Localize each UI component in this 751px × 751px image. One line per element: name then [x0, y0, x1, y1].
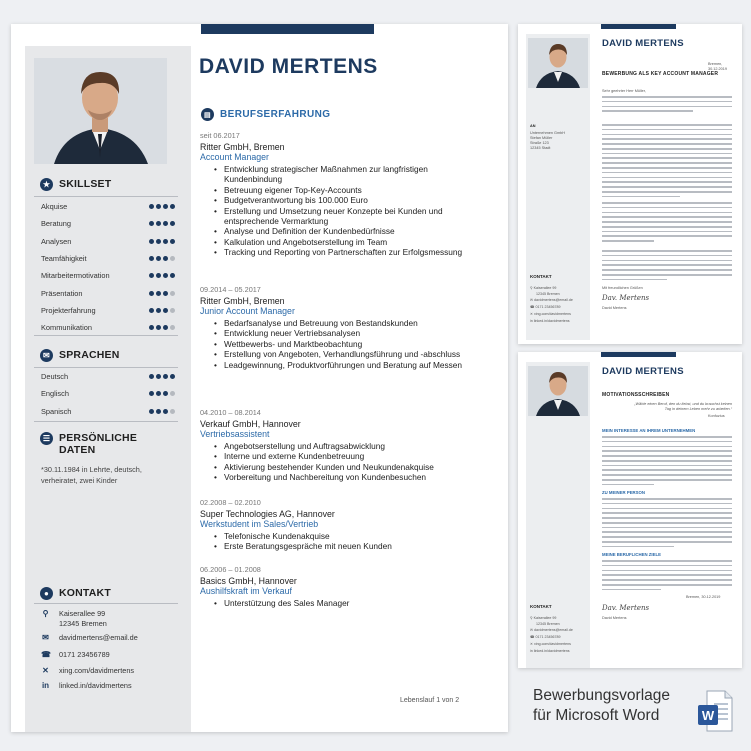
rating-dot — [149, 204, 154, 209]
letter-contact-address: ⚲ Kaiserallee 99 — [530, 286, 557, 290]
letter-contact-city: 12345 Bremen — [536, 292, 560, 296]
contact-linkedin[interactable]: in linked.in/davidmertens — [41, 681, 132, 690]
job-role: Aushilfskraft im Verkauf — [200, 586, 292, 596]
rating-dot — [170, 239, 175, 244]
job-role: Vertriebsassistent — [200, 429, 270, 439]
contact-phone: ☎ 0171 23456789 — [41, 650, 110, 659]
divider — [34, 421, 178, 422]
language-label: Englisch — [41, 389, 69, 399]
rating-dot — [149, 325, 154, 330]
rating-dot — [163, 221, 168, 226]
job-duty: • Budgetverantwortung bis 100.000 Euro — [214, 195, 480, 205]
job-duties — [214, 598, 480, 608]
skill-label: Präsentation — [41, 288, 83, 298]
job-duty: • Erstellung und Umsetzung neuer Konzepte bei Kunden und entsprechende Vermarktung — [214, 206, 480, 227]
top-accent-bar — [601, 24, 676, 29]
job-company: Ritter GmbH, Bremen — [200, 142, 285, 152]
job-duty: • Entwicklung strategischer Maßnahmen zur langfristigen Kundenbindung — [214, 164, 480, 185]
job-duties — [214, 441, 480, 483]
motivation-date: Bremen, 30.12.2019 — [686, 595, 721, 599]
rating-dot — [149, 391, 154, 396]
job-company: Ritter GmbH, Bremen — [200, 296, 285, 306]
cv-page — [11, 24, 508, 732]
job-entry — [200, 285, 480, 370]
skill-row — [41, 289, 175, 298]
letter-closing: Mit freundlichen Grüßen — [602, 286, 643, 290]
rating-dot — [163, 239, 168, 244]
rating-dot — [149, 221, 154, 226]
motivation-body — [602, 436, 732, 489]
skill-row — [41, 306, 175, 315]
language-level-rating — [149, 409, 175, 414]
skill-row — [41, 254, 175, 263]
rating-dot — [170, 374, 175, 379]
job-duty: • Betreuung eigener Top-Key-Accounts — [214, 185, 480, 195]
letter-subject: BEWERBUNG ALS KEY ACCOUNT MANAGER — [602, 71, 719, 77]
recipient-label: AN — [530, 124, 536, 128]
motivation-contact-address: ⚲ Kaiserallee 99 — [530, 616, 557, 620]
rating-dot — [163, 308, 168, 313]
language-row — [41, 389, 175, 398]
rating-dot — [163, 374, 168, 379]
motivation-heading-3: MEINE BERUFLICHEN ZIELE — [602, 552, 661, 557]
motivation-title: MOTIVATIONSSCHREIBEN — [602, 392, 670, 398]
rating-dot — [156, 221, 161, 226]
letter-date: Bremen, 30.12.2019 — [708, 62, 728, 71]
recipient-address: Unternehmen GmbH Stefan Müller Straße 123 12345 Stadt — [530, 131, 566, 150]
language-row — [41, 407, 175, 416]
contact-xing[interactable]: ✕ xing.com/davidmertens — [42, 666, 135, 675]
rating-dot — [170, 308, 175, 313]
language-label: Spanisch — [41, 406, 72, 416]
job-duty: • Analyse und Definition der Kundenbedürfnisse — [214, 226, 480, 236]
rating-dot — [156, 391, 161, 396]
job-duty: • Aktivierung bestehender Kunden und Neukundenakquise — [214, 462, 480, 472]
top-accent-bar — [601, 352, 676, 357]
job-date: 04.2010 – 08.2014 — [200, 408, 261, 417]
skill-label: Akquise — [41, 202, 68, 211]
job-entry — [200, 498, 480, 552]
language-row — [41, 372, 175, 381]
briefcase-icon: ▤ — [201, 108, 214, 121]
motivation-contact-email: ✉ davidmertens@email.de — [530, 628, 573, 632]
rating-dot — [156, 308, 161, 313]
rating-dot — [156, 374, 161, 379]
skill-row — [41, 271, 175, 280]
job-duty: • Interne und externe Kundenbetreuung — [214, 451, 480, 461]
job-date: 09.2014 – 05.2017 — [200, 285, 261, 294]
motivation-body — [602, 560, 732, 593]
personal-data-text: *30.11.1984 in Lehrte, deutsch, verheiratet, zwei Kinder — [41, 465, 142, 485]
personal-data-heading: ☰ PERSÖNLICHE DATEN — [40, 432, 137, 456]
motivation-contact-city: 12345 Bremen — [536, 622, 560, 626]
skill-level-rating — [149, 325, 175, 330]
job-date: 06.2006 – 01.2008 — [200, 565, 261, 574]
rating-dot — [170, 325, 175, 330]
motivation-contact-phone: ☎ 0171 23456789 — [530, 635, 561, 639]
skill-label: Mitarbeitermotivation — [41, 271, 110, 281]
contact-heading: ● KONTAKT — [40, 587, 111, 600]
experience-heading: ▤ BERUFSERFAHRUNG — [201, 108, 330, 121]
job-company: Basics GmbH, Hannover — [200, 576, 297, 586]
job-duty: • Telefonische Kundenakquise — [214, 531, 480, 541]
job-duty: • Wettbewerbs- und Marktbeobachtung — [214, 339, 480, 349]
job-duty: • Erste Beratungsgespräche mit neuen Kunden — [214, 541, 480, 551]
job-duty: • Leadgewinnung, Produktvorführungen und Beratung auf Messen — [214, 360, 480, 370]
signature-name: David Mertens — [602, 306, 627, 310]
job-role: Junior Account Manager — [200, 306, 295, 316]
letter-contact-email: ✉ davidmertens@email.de — [530, 298, 573, 302]
skill-row — [41, 323, 175, 332]
xing-icon: ✕ — [42, 666, 49, 675]
page-number: Lebenslauf 1 von 2 — [400, 697, 460, 704]
svg-text:W: W — [701, 708, 715, 723]
language-level-rating — [149, 374, 175, 379]
skill-row — [41, 237, 175, 246]
job-entry — [200, 565, 480, 608]
job-date: seit 06.2017 — [200, 131, 240, 140]
rating-dot — [156, 409, 161, 414]
linkedin-icon: in — [41, 681, 50, 690]
languages-heading: ✉ SPRACHEN — [40, 349, 120, 362]
letter-body — [602, 202, 732, 245]
skill-row — [41, 202, 175, 211]
skill-row — [41, 219, 175, 228]
motivation-contact-heading: KONTAKT — [530, 604, 552, 609]
job-duty: • Erstellung von Angeboten, Verhandlungsführung und -abschluss — [214, 349, 480, 359]
skillset-heading: ★ SKILLSET — [40, 178, 111, 191]
skill-label: Projekterfahrung — [41, 305, 96, 315]
motivation-body — [602, 498, 732, 551]
language-level-rating — [149, 391, 175, 396]
motivation-name: DAVID MERTENS — [602, 366, 684, 377]
quote-author: Konfuzius — [708, 414, 725, 418]
job-duties — [214, 164, 480, 258]
motivation-quote: „Wähle einen Beruf, den du liebst, und du brauchst keinen Tag in deinem Leben mehr zu arbeiten.“ — [634, 402, 732, 411]
letter-body — [602, 250, 732, 283]
person-icon: ● — [40, 587, 53, 600]
rating-dot — [156, 291, 161, 296]
job-entry — [200, 131, 480, 258]
rating-dot — [170, 409, 175, 414]
motivation-heading-2: ZU MEINER PERSON — [602, 490, 645, 495]
rating-dot — [149, 409, 154, 414]
rating-dot — [149, 256, 154, 261]
contact-email[interactable]: ✉ davidmertens@email.de — [42, 633, 138, 642]
rating-dot — [170, 221, 175, 226]
skill-label: Kommunikation — [41, 323, 92, 333]
cover-letter-page — [518, 24, 742, 344]
list-icon: ☰ — [40, 432, 53, 445]
divider — [34, 603, 178, 604]
job-entry — [200, 408, 480, 483]
rating-dot — [156, 256, 161, 261]
signature-name: David Mertens — [602, 616, 627, 620]
divider — [34, 367, 178, 368]
motivation-contact-xing: ✕ xing.com/davidmertens — [530, 642, 571, 646]
rating-dot — [156, 239, 161, 244]
letter-contact-phone: ☎ 0171 23456789 — [530, 305, 561, 309]
skill-level-rating — [149, 204, 175, 209]
rating-dot — [163, 325, 168, 330]
job-duty: • Kalkulation und Angebotserstellung im Team — [214, 237, 480, 247]
rating-dot — [156, 325, 161, 330]
word-document-icon — [697, 689, 733, 733]
skill-label: Beratung — [41, 219, 71, 229]
rating-dot — [163, 204, 168, 209]
envelope-icon: ✉ — [42, 633, 49, 642]
job-company: Super Technologies AG, Hannover — [200, 509, 335, 519]
rating-dot — [163, 409, 168, 414]
job-company: Verkauf GmbH, Hannover — [200, 419, 301, 429]
letter-contact-xing: ✕ xing.com/davidmertens — [530, 312, 571, 316]
skill-level-rating — [149, 273, 175, 278]
signature: Dav. Mertens — [602, 604, 650, 612]
job-duty: • Tracking und Reporting von Partnerschaften zur Erfolgsmessung — [214, 247, 480, 257]
motivation-contact-linkedin: in linked.in/davidmertens — [530, 649, 570, 653]
job-duty: • Entwicklung neuer Vertriebsanalysen — [214, 328, 480, 338]
rating-dot — [163, 273, 168, 278]
rating-dot — [149, 291, 154, 296]
job-duty: • Unterstützung des Sales Manager — [214, 598, 480, 608]
cv-name: DAVID MERTENS — [199, 55, 378, 78]
job-role: Account Manager — [200, 152, 269, 162]
rating-dot — [170, 204, 175, 209]
contact-address: ⚲ Kaiserallee 99 12345 Bremen — [42, 609, 107, 628]
rating-dot — [156, 273, 161, 278]
skill-level-rating — [149, 291, 175, 296]
rating-dot — [163, 391, 168, 396]
rating-dot — [149, 308, 154, 313]
letter-body — [602, 124, 732, 201]
letter-contact-linkedin: in linked.in/davidmertens — [530, 319, 570, 323]
speech-bubble-icon: ✉ — [40, 349, 53, 362]
star-icon: ★ — [40, 178, 53, 191]
rating-dot — [170, 256, 175, 261]
rating-dot — [170, 291, 175, 296]
signature: Dav. Mertens — [602, 294, 650, 302]
rating-dot — [149, 374, 154, 379]
skill-level-rating — [149, 239, 175, 244]
job-duties — [214, 318, 480, 370]
profile-photo — [528, 38, 588, 88]
skill-level-rating — [149, 308, 175, 313]
letter-greeting: Sehr geehrter Herr Müller, — [602, 89, 646, 93]
rating-dot — [149, 273, 154, 278]
skill-level-rating — [149, 221, 175, 226]
letter-contact-heading: KONTAKT — [530, 274, 552, 279]
rating-dot — [170, 391, 175, 396]
profile-photo — [528, 366, 588, 416]
motivation-heading-1: MEIN INTERESSE AN IHREM UNTERNEHMEN — [602, 428, 696, 433]
job-duties — [214, 531, 480, 552]
motivation-letter-page — [518, 352, 742, 668]
rating-dot — [163, 291, 168, 296]
product-caption: Bewerbungsvorlage für Microsoft Word — [533, 687, 671, 724]
top-accent-bar — [201, 24, 374, 34]
rating-dot — [149, 239, 154, 244]
rating-dot — [163, 256, 168, 261]
job-duty: • Angebotserstellung und Auftragsabwicklung — [214, 441, 480, 451]
language-label: Deutsch — [41, 372, 69, 381]
job-duty: • Bedarfsanalyse und Betreuung von Bestandskunden — [214, 318, 480, 328]
skill-label: Teamfähigkeit — [41, 253, 87, 263]
job-role: Werkstudent im Sales/Vertrieb — [200, 519, 319, 529]
location-pin-icon: ⚲ — [42, 609, 49, 618]
phone-icon: ☎ — [41, 650, 51, 659]
rating-dot — [170, 273, 175, 278]
rating-dot — [156, 204, 161, 209]
job-duty: • Vorbereitung und Nachbereitung von Kundenbesuchen — [214, 472, 480, 482]
skill-label: Analysen — [41, 236, 72, 246]
divider — [34, 196, 178, 197]
profile-photo — [34, 58, 167, 164]
letter-name: DAVID MERTENS — [602, 38, 684, 49]
letter-body — [602, 96, 732, 115]
skill-level-rating — [149, 256, 175, 261]
divider — [34, 335, 178, 336]
job-date: 02.2008 – 02.2010 — [200, 498, 261, 507]
